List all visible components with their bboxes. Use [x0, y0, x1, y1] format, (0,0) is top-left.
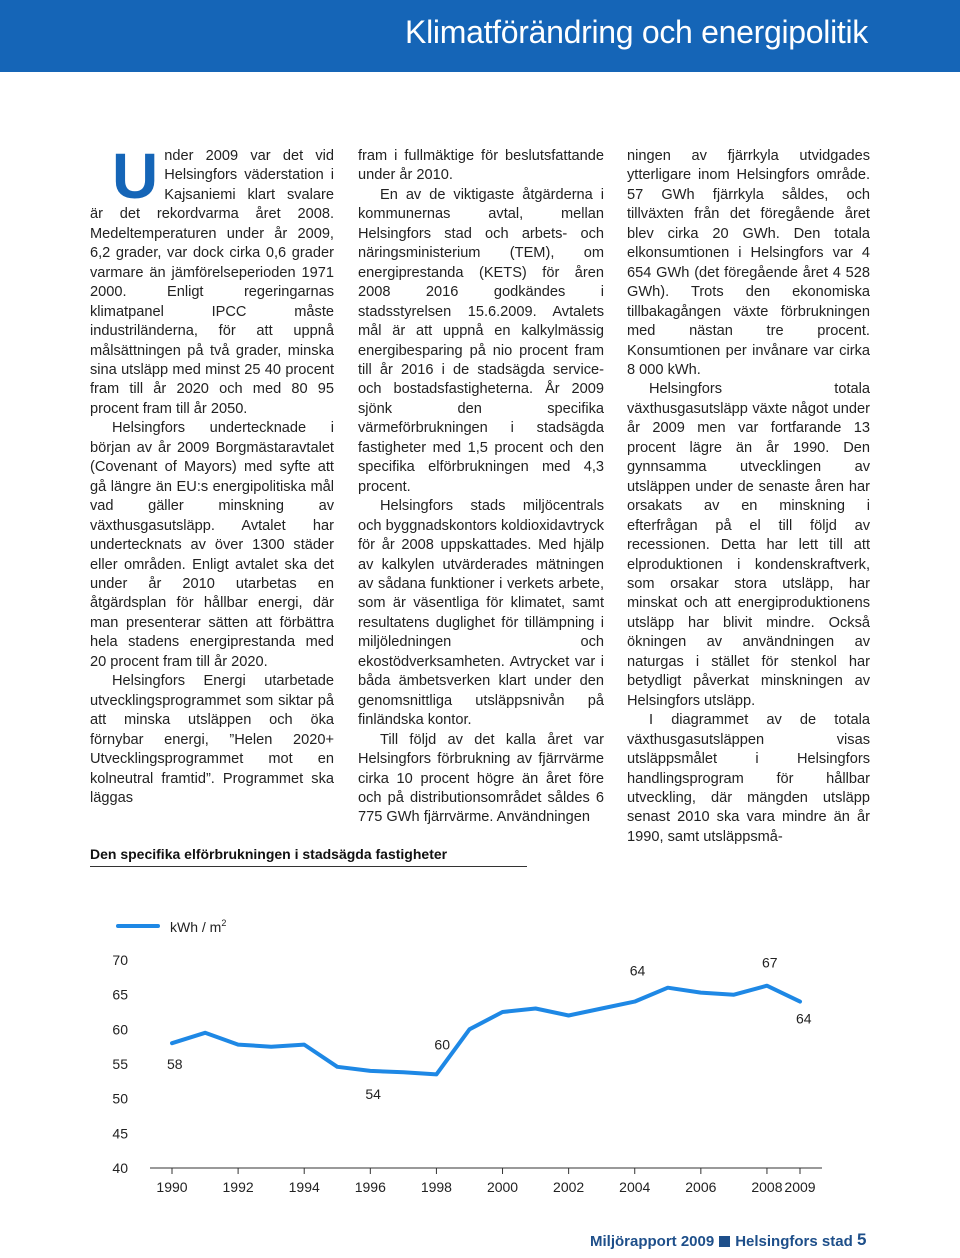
publication-name: Miljörapport 2009: [590, 1233, 715, 1250]
x-tick-label: 1994: [288, 1179, 320, 1195]
line-chart: [0, 880, 960, 1210]
paragraph: ningen av fjärrkyla utvidgades ytterligare inom Helsingfors område. 57 GWh fjärrkyla såldes, och tillväxten från det föregående året blev cirka 20 GWh. Den totala elkonsumtionen i Helsingfors var 4 654 GWh (det föregående året 4 528 GWh). Trots den ekonomiska tillbakagången växte förbrukningen med nästan tre procent. Konsumtionen per invånare var cirka 8 000 kWh.: [627, 148, 870, 378]
chart-title-rule: [90, 866, 527, 867]
paragraph: Till följd av det kalla året var Helsingfors förbrukning av fjärrvärme cirka 10 procent högre än året före och på distributionsområdet såldes 6 775 GWh fjärrvärme. Användningen: [358, 731, 604, 826]
x-tick-label: 1996: [354, 1179, 386, 1195]
y-tick-label: 55: [112, 1056, 128, 1072]
y-tick-label: 60: [112, 1021, 128, 1038]
article-column-1: [90, 140, 334, 808]
y-axis-ticks: [112, 952, 128, 1176]
paragraph: Helsingfors undertecknade i början av år 2009 Borgmästaravtalet (Covenant of Mayors) med syfte att gå längre än EU:s energipolitiska mål vad gäller minskning av växthusgasutsläpp. Avtalet har undertecknats av över 1300 städer eller områden. Enligt avtalet ska det under år 2010 utarbetas en åtgärdsplan för hållbar energi, där man presenterar sätten att förbättra hela stadens energiprestanda med 20 procent fram till år 2020.: [90, 420, 334, 670]
x-tick-label: 2006: [685, 1179, 717, 1195]
data-label: 64: [796, 1010, 812, 1027]
paragraph: Helsingfors Energi utarbetade utvecklingsprogrammet som siktar på att minska utsläppen och öka förnybar energi, ”Helen 2020+ Utvecklingsprogrammet mot en kolneutral framtid”. Programmet ska läggas: [90, 673, 334, 806]
y-tick-label: 40: [112, 1160, 128, 1176]
paragraph: [90, 140, 334, 419]
paragraph-text: nder 2009 var det vid Helsingfors väderstation i Kajsaniemi klart svalare är det rekordvarma året 2008. Medeltemperaturen under år 2009, 6,2 grader, var dock cirka 0,6 grader varmare än jämförelseperioden 1971 2000. Enligt regeringarnas klimatpanel IPCC måste industriländerna, för att uppnå målsättningen på två grader, minska sina utsläpp med minst 25 40 procent fram till år 2020 och med 80 95 procent fram till år 2050.: [90, 148, 334, 417]
y-tick-label: 45: [112, 1125, 128, 1142]
paragraph: Helsingfors stads miljöcentrals och byggnadskontors koldioxidavtryck för år 2008 uppskattades. Med hjälp av kalkylen utvärderades mätningen av sådana funktioner i verkets arbete, som är väsentliga för klimatet, samt resultatens duglighet för tillämpning i miljöledningen och ekostödverksamheten. Avtrycket var i båda ämbetsverken klart under den genomsnittliga utsläppsnivån på finländska kontor.: [358, 498, 604, 729]
x-tick-label: 2004: [619, 1179, 651, 1195]
x-tick-label: 1998: [420, 1179, 452, 1195]
x-axis-ticks: [156, 1168, 815, 1195]
data-labels: [167, 955, 812, 1102]
paragraph: En av de viktigaste åtgärderna i kommunernas avtal, mellan Helsingfors stad och arbets- och näringsministerium (TEM), om energiprestanda (KETS) för åren 2008 2016 godkändes i stadsstyrelsen 15.6.2009. Avtalets mål är att uppnå en kalkylmässig energibesparing på nio procent fram till år 2016 i de stadsägda service- och bostadsfastigheterna. År 2009 sjönk den specifika värmeförbrukningen i stadsägda fastigheter med 1,5 procent och den specifika elförbrukningen med 4,3 procent.: [358, 186, 604, 495]
x-tick-label: 2002: [553, 1179, 585, 1195]
legend-label: kWh / $m^2$: [170, 918, 227, 935]
x-tick-label: 2008: [751, 1179, 783, 1195]
data-label: 60: [434, 1036, 450, 1053]
paragraph: I diagrammet av de totala växthusgasutsläppen visas utsläppsmålet i Helsingfors handlingsprogram för hållbar utveckling, där mängden utsläpp senast 2010 ska vara mindre än år 1990, samt utsläppsmå-: [627, 712, 870, 845]
header-banner: [0, 0, 960, 72]
paragraph: Helsingfors totala växthusgasutsläpp växte något under år 2009 men var fortfarande 13 procent lägre än år 1990. Den gynnsamma utvecklingen av utsläppen under de senaste åren har orsakats av en minskning i efterfrågan på el till följd av recessionen. Detta har lett till att elproduktionen i kondenskraftverk, som orsakar stora utsläpp, har minskat och att energiproduktionens utsläpp har blivit mindre. Också ökningen av användningen av naturgas i stället för stenkol har betydligt påverkat minskningen av Helsingfors utsläpp.: [627, 381, 870, 709]
data-label: 67: [761, 954, 778, 971]
x-tick-label: 1992: [222, 1179, 254, 1195]
organization-name: Helsingfors stad: [735, 1233, 853, 1250]
y-tick-label: 70: [112, 952, 128, 968]
y-tick-label: 65: [112, 986, 128, 1003]
series-line: [172, 986, 800, 1075]
article-column-3: [627, 147, 870, 847]
chart-legend: [118, 918, 226, 935]
y-tick-label: 50: [112, 1090, 128, 1107]
article-column-2: [358, 147, 604, 828]
data-label: 54: [365, 1085, 381, 1102]
footer: [590, 1233, 853, 1250]
chart-title: Den specifika elförbrukningen i stadsägda fastigheter: [90, 846, 448, 862]
x-tick-label: 2000: [486, 1179, 519, 1195]
x-tick-label: 1990: [156, 1179, 188, 1195]
page-number: 5: [857, 1230, 867, 1249]
paragraph: fram i fullmäktige för beslutsfattande under år 2010.: [358, 148, 604, 184]
separator-square: [719, 1236, 730, 1247]
dropcap: U: [112, 140, 159, 212]
data-label: 64: [629, 962, 646, 979]
x-tick-label: 2009: [784, 1179, 816, 1195]
page-title: Klimatförändring och energipolitik: [405, 14, 868, 50]
data-label: 58: [167, 1056, 183, 1073]
